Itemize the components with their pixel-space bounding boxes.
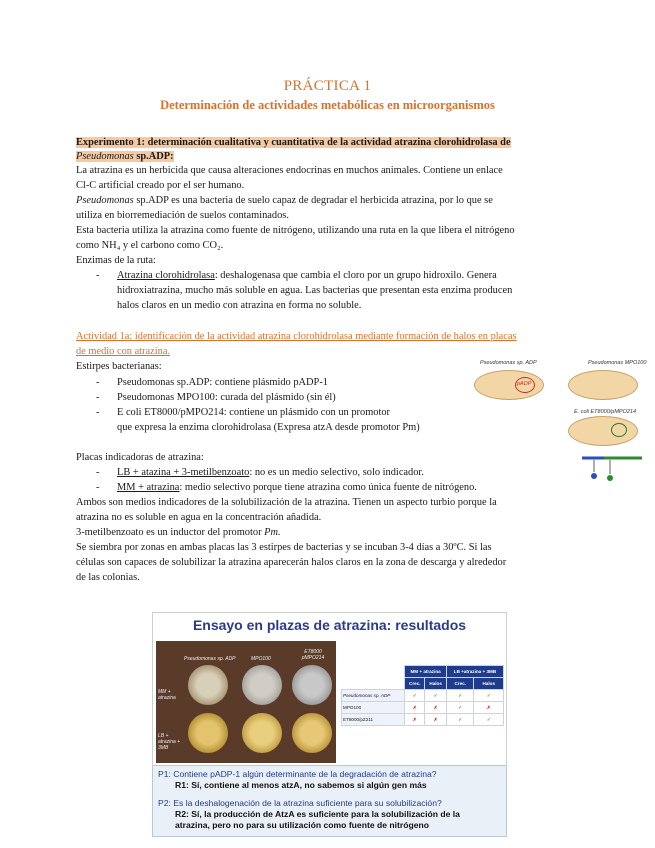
paragraph-line: utiliza en biorremediación de suelos contaminados.	[76, 210, 289, 221]
photo-col-label: Pseudomonas sp. ADP	[184, 656, 236, 662]
plate-ecoli	[568, 416, 638, 446]
table-cell: ✓	[446, 690, 474, 702]
photo-col-label: MPO100	[251, 656, 271, 662]
petri-dish	[188, 713, 228, 753]
table-cell: ✓	[446, 702, 474, 714]
table-sub-header: Halos	[474, 678, 504, 690]
table-cell: ✗	[474, 702, 504, 714]
table-cell: ✗	[425, 702, 447, 714]
table-cell: ✓	[446, 714, 474, 726]
pseudo-text: sp.ADP es una bacteria de suelo capaz de degradar el herbicida atrazina, por lo que se	[133, 195, 493, 206]
bullet-dash: -	[96, 392, 100, 403]
paragraph-line: células son capaces de solubilizar la atrazina aparecerán halos claros en la zona de descarga y alrededor	[76, 557, 507, 568]
paragraph-line: Esta bacteria utiliza la atrazina como fuente de nitrógeno, utilizando una ruta en la que libera el nitrógeno	[76, 225, 515, 236]
cepa-item: E coli ET8000/pMPO214: contiene un plásmido con un promotor	[117, 407, 391, 418]
table-row-name: MPO100	[342, 702, 405, 714]
table-row-name: ET8000/pZ211	[342, 714, 405, 726]
exp1-heading	[76, 136, 511, 150]
answer-2-cont: atrazina, pero no para su utilización como fuente de nitrógeno	[175, 820, 430, 830]
table-cell: ✗	[405, 702, 425, 714]
enzyme-desc: : deshalogenasa que cambia el cloro por un grupo hidroxilo. Genera	[214, 270, 497, 281]
placa-item	[117, 466, 424, 480]
pm-italic: Pm.	[264, 527, 281, 538]
act1a-heading-line2: de medio con atrazina.	[76, 346, 171, 357]
petri-dish	[188, 665, 228, 705]
table-group-header: MM + atrazina	[405, 666, 447, 678]
enzyme-desc-line: halos claros en un medio con atrazina en forma no soluble.	[117, 300, 362, 311]
petri-dish	[242, 713, 282, 753]
results-slide	[152, 612, 507, 766]
table-cell: ✓	[474, 690, 504, 702]
bullet-dash: -	[96, 407, 100, 418]
paragraph-line: Cl-C artificial creado por el ser humano.	[76, 180, 245, 191]
placa1-name: LB + atazina + 3-metilbenzoato	[117, 467, 250, 478]
exp1-heading-a: Experimento 1: determinación cualitativa y cuantitativa de la actividad atrazina clorohidrolasa de	[76, 137, 511, 148]
petri-dish	[292, 713, 332, 753]
table-cell: ✓	[425, 690, 447, 702]
enzyme-item	[117, 269, 497, 283]
plasmid-icon	[611, 423, 627, 437]
table-sub-header: Crec.	[405, 678, 425, 690]
paragraph-line: como NH₄ y el carbono como CO₂.	[76, 240, 224, 251]
answer-2: R2: Sí, la producción de AtzA es suficiente para la solubilización de la	[175, 809, 460, 819]
question-1: P1: Contiene pADP-1 algún determinante de la degradación de atrazina?	[158, 769, 437, 779]
plates-photo	[156, 641, 336, 763]
table-row-name: Pseudomonas sp. ADP	[342, 690, 405, 702]
enzyme-name: Atrazina clorohidrolasa	[117, 270, 215, 281]
slide-title: Ensayo en plazas de atrazina: resultados	[192, 617, 467, 633]
gene-diagram	[580, 452, 646, 490]
table-cell: ✗	[405, 714, 425, 726]
photo-row-label: MM + atrazina	[158, 689, 176, 701]
exp1-heading-rest: sp.ADP:	[133, 151, 174, 162]
results-table	[341, 665, 504, 726]
plate-adp	[474, 370, 544, 400]
paragraph-line: de las colonias.	[76, 572, 140, 583]
pseudomonas-italic: Pseudomonas	[76, 195, 134, 206]
cepa-item: Pseudomonas MPO100: curada del plásmido (sin él)	[117, 392, 336, 403]
placa2-desc: : medio selectivo porque tiene atrazina como única fuente de nitrógeno.	[179, 482, 477, 493]
paragraph-line: Ambos son medios indicadores de la solubilización de la atrazina. Tienen un aspecto turbio porque la	[76, 497, 497, 508]
exp1-heading-italic: Pseudomonas	[76, 151, 134, 162]
paragraph-line: Se siembra por zonas en ambas placas las 3 estirpes de bacterias y se incuban 3-4 días a 30ºC. Si las	[76, 542, 492, 553]
cepas-label: Estirpes bacterianas:	[76, 361, 162, 372]
petri-dish	[292, 665, 332, 705]
cepa-item-cont: que expresa la enzima clorohidrolasa (Expresa atzA desde promotor Pm)	[117, 422, 420, 433]
figure-label-mpo: Pseudomonas MPO100	[588, 360, 647, 366]
bullet-dash: -	[96, 377, 100, 388]
enzimas-label: Enzimas de la ruta:	[76, 255, 156, 266]
table-group-header: LB +atrazina + 3MB	[446, 666, 503, 678]
table-cell: ✗	[425, 714, 447, 726]
table-cell: ✓	[405, 690, 425, 702]
plate-mpo	[568, 370, 638, 400]
table-sub-header: Halos	[425, 678, 447, 690]
placa-item	[117, 481, 477, 495]
bullet-dash: -	[96, 467, 100, 478]
table-row	[342, 714, 504, 726]
table-row	[342, 702, 504, 714]
photo-row-label: LB + atrazina + 3MB	[158, 733, 181, 751]
paragraph-line	[76, 194, 493, 208]
plasmid-label: pADP	[517, 381, 532, 387]
placa1-desc: : no es un medio selectivo, solo indicador.	[249, 467, 424, 478]
bullet-dash: -	[96, 270, 100, 281]
cepa-item: Pseudomonas sp.ADP: contiene plásmido pADP-1	[117, 377, 328, 388]
paragraph-line: atrazina no es soluble en agua en la concentración añadida.	[76, 512, 322, 523]
petri-dish	[242, 665, 282, 705]
page-title: PRÁCTICA 1	[283, 78, 372, 94]
table-cell: ✓	[474, 714, 504, 726]
table-sub-header: Crec.	[446, 678, 474, 690]
enzyme-desc-line: hidroxiatrazina, mucho más soluble en agua. Las bacterias que presentan esta enzima producen	[117, 285, 513, 296]
placas-label: Placas indicadoras de atrazina:	[76, 452, 204, 463]
figure-label-adp: Pseudomonas sp. ADP	[480, 360, 537, 366]
qa-box	[152, 765, 507, 837]
paragraph-line: La atrazina es un herbicida que causa alteraciones endocrinas en muchos animales. Contiene un enlace	[76, 165, 503, 176]
act1a-heading: Actividad 1a: identificación de la actividad atrazina clorohidrolasa mediante formación de halos en placas	[76, 331, 517, 342]
strains-figure	[470, 360, 650, 490]
exp1-heading-line2	[76, 150, 174, 164]
placa2-name: MM + atrazina	[117, 482, 180, 493]
paragraph-line	[76, 526, 281, 540]
answer-1: R1: Sí, contiene al menos atzA, no sabemos si algún gen más	[175, 780, 427, 790]
inductor-text: 3-metilbenzoato es un inductor del promotor	[76, 527, 265, 538]
figure-label-ecoli: E. coli ET8000/pMPO214	[574, 409, 637, 415]
bullet-dash: -	[96, 482, 100, 493]
table-row	[342, 690, 504, 702]
page-subtitle: Determinación de actividades metabólicas en microorganismos	[160, 98, 495, 112]
photo-col-label: ET8000 pMPO214	[301, 649, 325, 661]
question-2: P2: Es la deshalogenación de la atrazina suficiente para su solubilización?	[158, 798, 442, 808]
